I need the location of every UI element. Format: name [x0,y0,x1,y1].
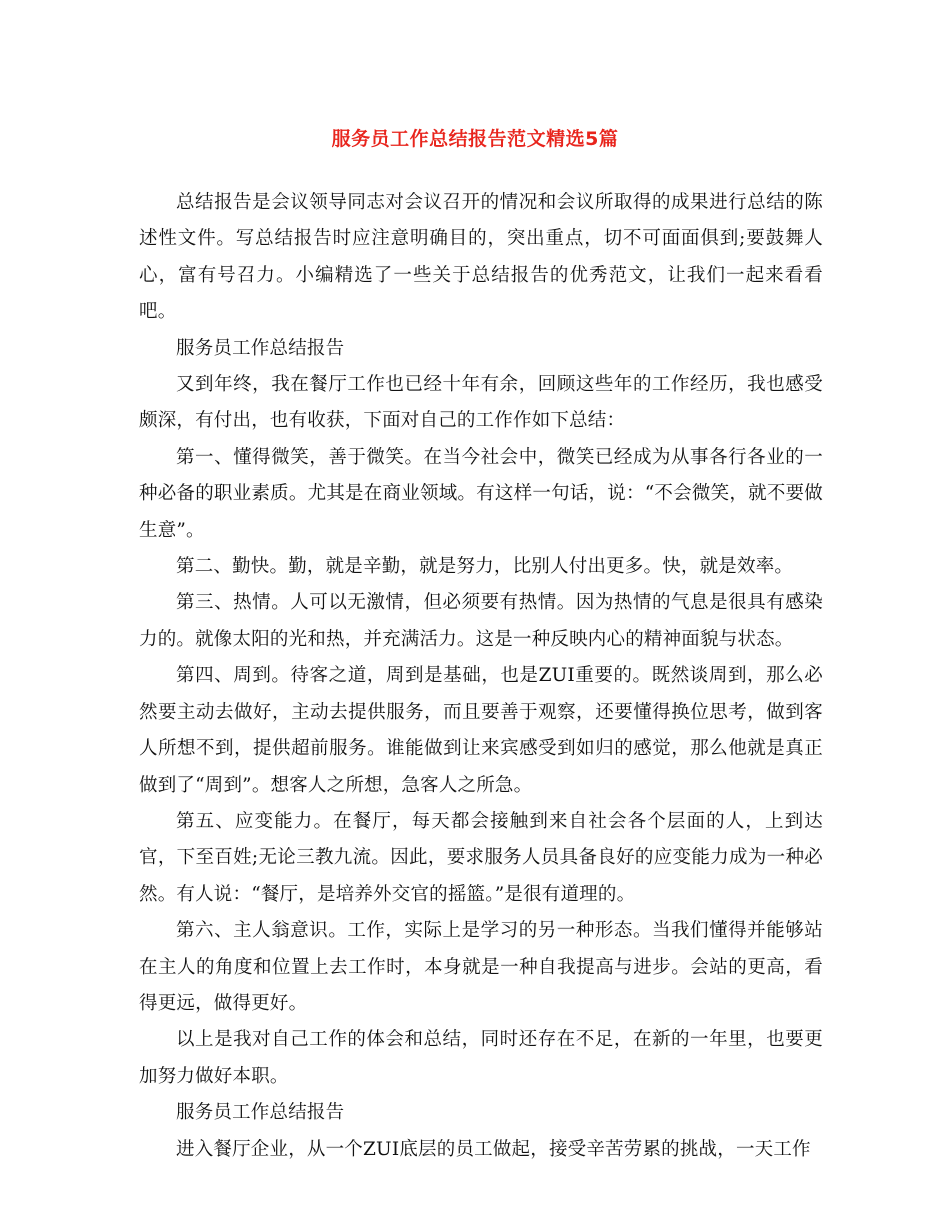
document-title: 服务员工作总结报告范文精选5篇 [331,128,619,150]
paragraph-point-2: 第二、勤快。勤，就是辛勤，就是努力，比别人付出更多。快，就是效率。 [176,556,794,578]
paragraph-point-4: 第四、周到。待客之道，周到是基础，也是ZUI重要的。既然谈周到，那么必然要主动去做好，主动去提供服务，而且要善于观察，还要懂得换位思考，做到客人所想不到，提供超前服务。谁能做到让来宾感受到如归的感觉，那么他就是真正做到了“周到”。想客人之所想，急客人之所急。 [139,665,823,796]
paragraph: 进入餐厅企业，从一个ZUI底层的员工做起，接受辛苦劳累的挑战，一天工作 [176,1138,811,1160]
section-heading: 服务员工作总结报告 [176,337,345,359]
document-body [139,185,823,1168]
section-heading: 服务员工作总结报告 [176,1102,345,1124]
paragraph-point-5: 第五、应变能力。在餐厅，每天都会接触到来自社会各个层面的人，上到达官，下至百姓;无论三教九流。因此，要求服务人员具备良好的应变能力成为一种必然。有人说：“餐厅，是培养外交官的摇篮。”是很有道理的。 [139,810,823,905]
paragraph-point-1: 第一、懂得微笑，善于微笑。在当今社会中，微笑已经成为从事各行各业的一种必备的职业素质。尤其是在商业领域。有这样一句话，说：“不会微笑，就不要做生意”。 [139,446,823,541]
paragraph-conclusion: 以上是我对自己工作的体会和总结，同时还存在不足，在新的一年里，也要更加努力做好本职。 [139,1029,823,1087]
paragraph-point-3: 第三、热情。人可以无激情，但必须要有热情。因为热情的气息是很具有感染力的。就像太阳的光和热，并充满活力。这是一种反映内心的精神面貌与状态。 [139,592,823,650]
paragraph: 又到年终，我在餐厅工作也已经十年有余，回顾这些年的工作经历，我也感受颇深，有付出，也有收获，下面对自己的工作作如下总结： [139,374,823,432]
paragraph-intro: 总结报告是会议领导同志对会议召开的情况和会议所取得的成果进行总结的陈述性文件。写总结报告时应注意明确目的，突出重点，切不可面面俱到;要鼓舞人心，富有号召力。小编精选了一些关于总结报告的优秀范文，让我们一起来看看吧。 [139,192,823,323]
paragraph-point-6: 第六、主人翁意识。工作，实际上是学习的另一种形态。当我们懂得并能够站在主人的角度和位置上去工作时，本身就是一种自我提高与进步。会站的更高，看得更远，做得更好。 [139,920,823,1014]
